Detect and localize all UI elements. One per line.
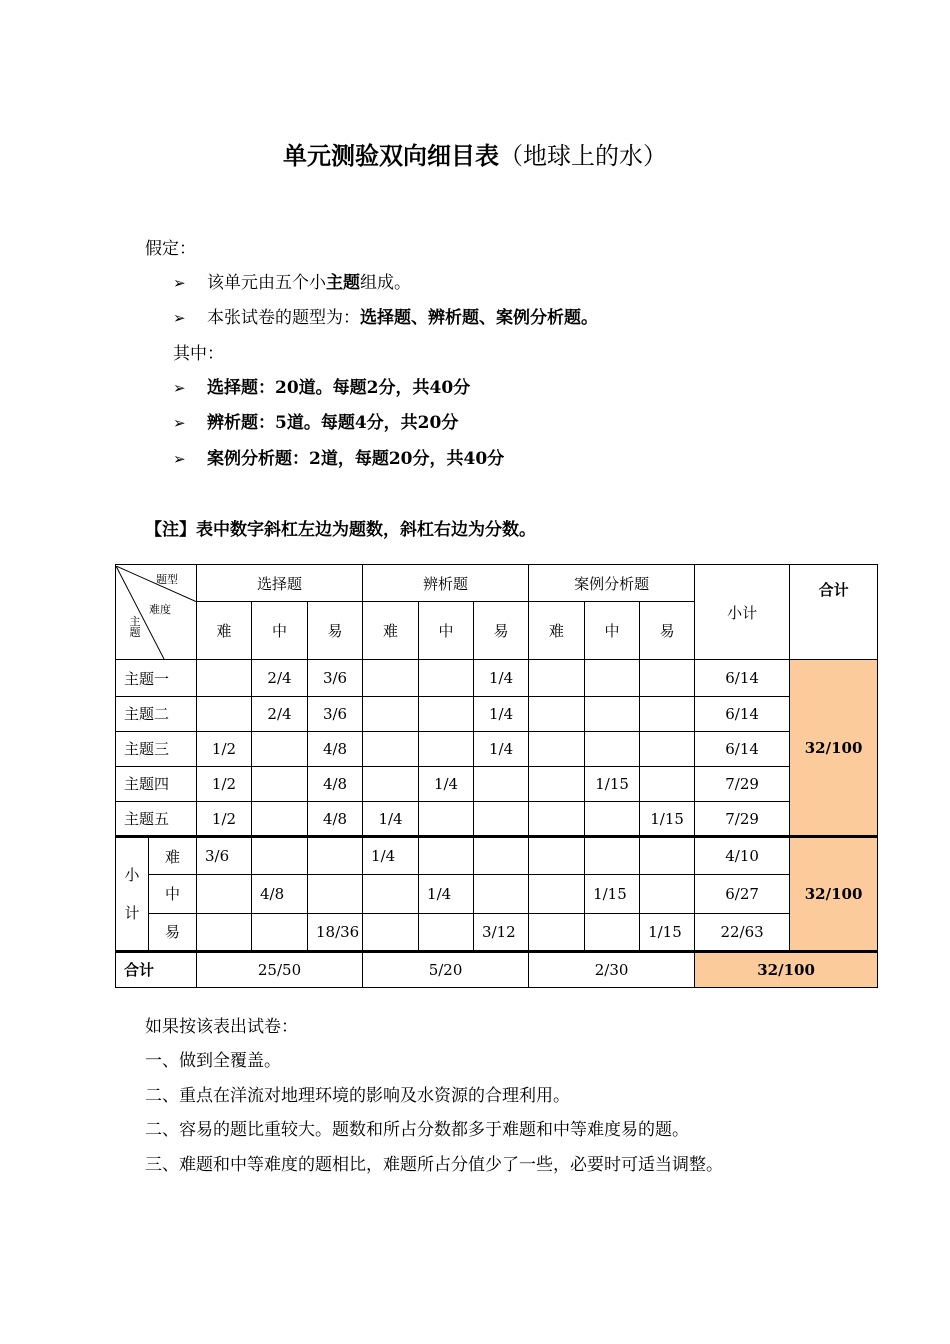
row-subtotal: 6/14 (695, 660, 790, 696)
cell: 1/4 (419, 875, 474, 913)
cell: 1/15 (640, 913, 695, 951)
table-row (116, 696, 878, 731)
cell: 3/6 (308, 696, 363, 731)
row-subtotal: 22/63 (695, 913, 790, 951)
corner-type-label: 题型 (156, 572, 178, 586)
total-row (116, 951, 878, 987)
cell (474, 875, 529, 913)
cell (529, 766, 585, 801)
total-case: 2/30 (529, 951, 695, 987)
total-row-label: 合计 (116, 951, 197, 987)
cell (585, 802, 640, 837)
spec-table (115, 564, 878, 988)
arrow-bullet-icon: ➢ (173, 450, 186, 468)
cell (252, 837, 308, 875)
cell (363, 731, 419, 766)
subtotal-header: 小计 (695, 565, 790, 660)
cell: 1/4 (474, 731, 529, 766)
cell (363, 875, 419, 913)
cell (529, 875, 585, 913)
cell: 1/4 (363, 802, 419, 837)
cell (585, 913, 640, 951)
cell: 1/15 (585, 875, 640, 913)
cell (585, 660, 640, 696)
cell: 4/8 (308, 802, 363, 837)
table-row (116, 913, 878, 951)
cell (529, 837, 585, 875)
cell (529, 913, 585, 951)
cell (363, 913, 419, 951)
corner-topic-label: 主题 (129, 614, 141, 639)
cell (419, 837, 474, 875)
cell (640, 660, 695, 696)
cell (363, 696, 419, 731)
arrow-bullet-icon: ➢ (173, 309, 186, 327)
cell: 1/15 (585, 766, 640, 801)
level-header: 易 (308, 602, 363, 660)
cell (585, 837, 640, 875)
type-header-case: 案例分析题 (529, 565, 695, 602)
level-header: 难 (197, 602, 252, 660)
detail-choice: 选择题：20道。每题2分，共40分 (207, 378, 471, 398)
arrow-bullet-icon: ➢ (173, 274, 186, 292)
cell (474, 802, 529, 837)
row-subtotal: 6/27 (695, 875, 790, 913)
page-title (0, 136, 950, 171)
cell (640, 837, 695, 875)
sub-label: 小 计 (116, 837, 149, 952)
table-row (116, 875, 878, 913)
cell (419, 913, 474, 951)
cell (474, 837, 529, 875)
conclusion-item: 一、做到全覆盖。 (145, 1051, 281, 1071)
cell (640, 731, 695, 766)
topic-total: 32/100 (790, 660, 878, 837)
level-header: 中 (419, 602, 474, 660)
cell (419, 802, 474, 837)
level-header: 难 (363, 602, 419, 660)
cell (585, 731, 640, 766)
cell: 2/4 (252, 696, 308, 731)
conclusion-intro: 如果按该表出试卷： (145, 1017, 298, 1037)
cell: 1/2 (197, 766, 252, 801)
conclusion-item: 二、重点在洋流对地理环境的影响及水资源的合理利用。 (145, 1086, 570, 1106)
cell: 1/15 (640, 802, 695, 837)
assumption-bullet-2: 本张试卷的题型为：选择题、辨析题、案例分析题。 (207, 308, 598, 328)
level-header: 中 (252, 602, 308, 660)
assumption-bullet-1: 该单元由五个小主题组成。 (207, 273, 411, 293)
grand-total: 32/100 (695, 951, 878, 987)
topic-name: 主题一 (116, 660, 197, 696)
arrow-bullet-icon: ➢ (173, 379, 186, 397)
cell: 18/36 (308, 913, 363, 951)
cell (529, 696, 585, 731)
cell (640, 875, 695, 913)
row-subtotal: 6/14 (695, 731, 790, 766)
level-name: 易 (149, 913, 197, 951)
cell: 3/12 (474, 913, 529, 951)
conclusion-item: 二、容易的题比重较大。题数和所占分数都多于难题和中等难度易的题。 (145, 1120, 689, 1140)
title-main: 单元测验双向细目表 (283, 142, 499, 170)
cell: 1/4 (419, 766, 474, 801)
total-choice: 25/50 (197, 951, 363, 987)
row-subtotal: 7/29 (695, 802, 790, 837)
level-header: 易 (640, 602, 695, 660)
cell (585, 696, 640, 731)
table-row (116, 837, 878, 875)
cell: 4/8 (308, 731, 363, 766)
total-discrimination: 5/20 (363, 951, 529, 987)
table-row (116, 802, 878, 837)
cell (419, 731, 474, 766)
cell (252, 731, 308, 766)
total-header: 合计 (790, 565, 878, 660)
table-note: 【注】表中数字斜杠左边为题数，斜杠右边为分数。 (145, 520, 536, 540)
topic-name: 主题三 (116, 731, 197, 766)
cell (252, 802, 308, 837)
cell (197, 913, 252, 951)
cell (363, 660, 419, 696)
corner-difficulty-label: 难度 (149, 602, 171, 616)
table-row (116, 766, 878, 801)
cell (252, 913, 308, 951)
cell (529, 731, 585, 766)
cell (529, 802, 585, 837)
cell (640, 696, 695, 731)
among-label: 其中： (173, 344, 224, 364)
cell: 1/2 (197, 802, 252, 837)
cell (197, 875, 252, 913)
cell: 1/4 (363, 837, 419, 875)
level-header: 难 (529, 602, 585, 660)
type-header-choice: 选择题 (197, 565, 363, 602)
cell: 2/4 (252, 660, 308, 696)
cell (308, 837, 363, 875)
topic-name: 主题二 (116, 696, 197, 731)
corner-header (116, 565, 197, 660)
cell (197, 660, 252, 696)
cell: 3/6 (197, 837, 252, 875)
topic-name: 主题四 (116, 766, 197, 801)
cell (363, 766, 419, 801)
cell: 4/8 (308, 766, 363, 801)
table-row (116, 731, 878, 766)
cell: 1/4 (474, 660, 529, 696)
topic-name: 主题五 (116, 802, 197, 837)
cell: 1/2 (197, 731, 252, 766)
cell: 4/8 (252, 875, 308, 913)
cell (252, 766, 308, 801)
cell: 3/6 (308, 660, 363, 696)
row-subtotal: 4/10 (695, 837, 790, 875)
level-name: 难 (149, 837, 197, 875)
cell (308, 875, 363, 913)
conclusion-item: 三、难题和中等难度的题相比，难题所占分值少了一些，必要时可适当调整。 (145, 1155, 723, 1175)
cell: 1/4 (474, 696, 529, 731)
table-row (116, 660, 878, 696)
cell (529, 660, 585, 696)
cell (640, 766, 695, 801)
cell (419, 696, 474, 731)
level-header: 易 (474, 602, 529, 660)
row-subtotal: 7/29 (695, 766, 790, 801)
detail-discrimination: 辨析题：5道。每题4分，共20分 (207, 413, 459, 433)
row-subtotal: 6/14 (695, 696, 790, 731)
level-header: 中 (585, 602, 640, 660)
cell (474, 766, 529, 801)
sub-total: 32/100 (790, 837, 878, 952)
cell (419, 660, 474, 696)
arrow-bullet-icon: ➢ (173, 414, 186, 432)
title-paren: （地球上的水） (499, 142, 667, 170)
type-header-discrimination: 辨析题 (363, 565, 529, 602)
level-name: 中 (149, 875, 197, 913)
detail-case: 案例分析题：2道，每题20分，共40分 (207, 449, 505, 469)
cell (197, 696, 252, 731)
assumption-label: 假定： (145, 239, 196, 259)
